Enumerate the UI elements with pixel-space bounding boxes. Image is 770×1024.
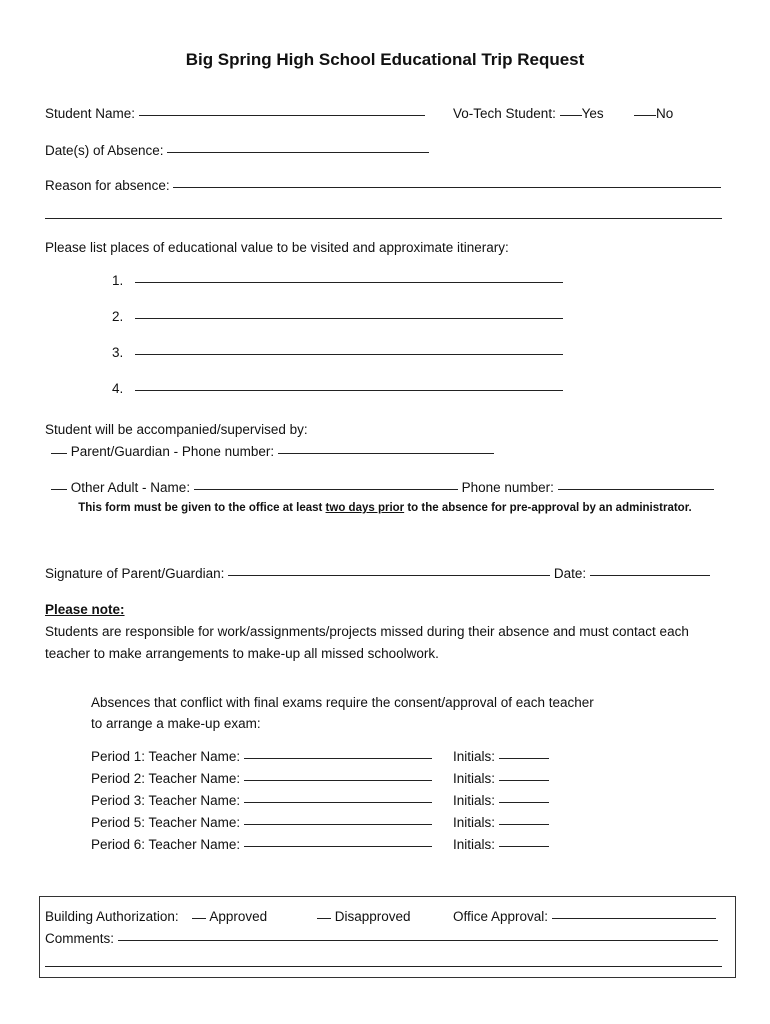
teacher-name-field[interactable] — [244, 801, 432, 803]
initials-row — [453, 815, 549, 830]
initials-field[interactable] — [499, 757, 549, 759]
notice-text: This form must be given to the office at least — [78, 502, 326, 514]
period-row — [91, 815, 432, 830]
initials-label: Initials: — [453, 815, 496, 830]
date-field[interactable] — [590, 574, 710, 576]
period-row — [91, 749, 432, 764]
notice-text-end: to the absence for pre-approval by an administrator. — [404, 502, 692, 514]
votech-no-row — [634, 106, 673, 121]
period-label: Period 5: Teacher Name: — [91, 815, 241, 830]
itinerary-number: 4. — [112, 381, 124, 396]
signature-field[interactable] — [228, 574, 550, 576]
date-label: Date: — [553, 566, 587, 581]
votech-row — [453, 106, 604, 121]
initials-label: Initials: — [453, 749, 496, 764]
initials-label: Initials: — [453, 837, 496, 852]
student-name-field[interactable] — [139, 114, 425, 116]
reason-field[interactable] — [173, 186, 721, 188]
itinerary-number: 3. — [112, 345, 124, 360]
other-adult-phone-field[interactable] — [558, 488, 714, 490]
period-row — [91, 837, 432, 852]
reason-field-line-2[interactable] — [45, 218, 722, 219]
itinerary-item — [112, 309, 563, 324]
initials-row — [453, 793, 549, 808]
initials-row — [453, 771, 549, 786]
approved-blank[interactable] — [192, 917, 206, 919]
reason-row — [45, 178, 721, 193]
initials-row — [453, 837, 549, 852]
period-label: Period 1: Teacher Name: — [91, 749, 241, 764]
office-approval-label: Office Approval: — [453, 909, 549, 924]
initials-field[interactable] — [499, 779, 549, 781]
submission-notice — [0, 502, 770, 514]
initials-field[interactable] — [499, 845, 549, 847]
please-note-heading: Please note: — [45, 602, 125, 617]
exam-line-1: Absences that conflict with final exams require the consent/approval of each teacher — [91, 695, 594, 710]
teacher-name-field[interactable] — [244, 845, 432, 847]
office-approval-field[interactable] — [552, 917, 716, 919]
votech-no-blank[interactable] — [634, 114, 656, 116]
itinerary-item — [112, 345, 563, 360]
dates-field[interactable] — [167, 151, 429, 153]
initials-row — [453, 749, 549, 764]
period-row — [91, 793, 432, 808]
other-adult-phone-label: Phone number: — [461, 480, 554, 495]
itinerary-number: 2. — [112, 309, 124, 324]
votech-no-label: No — [656, 106, 674, 121]
itinerary-item — [112, 381, 563, 396]
period-row — [91, 771, 432, 786]
itinerary-field-2[interactable] — [135, 317, 563, 319]
page-title: Big Spring High School Educational Trip Request — [185, 50, 585, 69]
signature-label: Signature of Parent/Guardian: — [45, 566, 225, 581]
comments-label: Comments: — [45, 931, 115, 946]
comments-field-line-2[interactable] — [45, 966, 722, 967]
signature-row — [45, 566, 710, 581]
disapproved-row — [317, 909, 411, 924]
comments-field[interactable] — [118, 939, 718, 941]
disapproved-blank[interactable] — [317, 917, 331, 919]
period-label: Period 2: Teacher Name: — [91, 771, 241, 786]
initials-label: Initials: — [453, 771, 496, 786]
notice-emphasis: two days prior — [325, 502, 405, 514]
dates-label: Date(s) of Absence: — [45, 143, 164, 158]
parent-check-blank[interactable] — [51, 452, 67, 454]
itinerary-field-3[interactable] — [135, 353, 563, 355]
note-line-2: teacher to make arrangements to make-up all missed schoolwork. — [45, 646, 439, 661]
initials-label: Initials: — [453, 793, 496, 808]
building-auth-label: Building Authorization: — [45, 909, 179, 924]
accompanied-label: Student will be accompanied/supervised by: — [45, 422, 308, 437]
other-adult-label: Other Adult - Name: — [70, 480, 191, 495]
other-adult-name-field[interactable] — [194, 488, 458, 490]
itinerary-field-1[interactable] — [135, 281, 563, 283]
initials-field[interactable] — [499, 823, 549, 825]
votech-yes-label: Yes — [581, 106, 604, 121]
reason-label: Reason for absence: — [45, 178, 170, 193]
dates-row — [45, 143, 429, 158]
comments-row — [45, 931, 718, 946]
teacher-name-field[interactable] — [244, 823, 432, 825]
student-name-label: Student Name: — [45, 106, 136, 121]
disapproved-label: Disapproved — [334, 909, 411, 924]
itinerary-field-4[interactable] — [135, 389, 563, 391]
building-auth-row — [45, 909, 267, 924]
itinerary-item — [112, 273, 563, 288]
office-approval-row — [453, 909, 716, 924]
other-adult-check-blank[interactable] — [51, 488, 67, 490]
teacher-name-field[interactable] — [244, 779, 432, 781]
itinerary-number: 1. — [112, 273, 124, 288]
exam-line-2: to arrange a make-up exam: — [91, 716, 261, 731]
votech-yes-blank[interactable] — [560, 114, 582, 116]
parent-option-label: Parent/Guardian - Phone number: — [70, 444, 275, 459]
parent-phone-field[interactable] — [278, 452, 494, 454]
initials-field[interactable] — [499, 801, 549, 803]
approved-label: Approved — [209, 909, 268, 924]
parent-row — [51, 444, 494, 459]
teacher-name-field[interactable] — [244, 757, 432, 759]
student-name-row — [45, 106, 425, 121]
period-label: Period 6: Teacher Name: — [91, 837, 241, 852]
votech-label: Vo-Tech Student: — [453, 106, 556, 121]
note-line-1: Students are responsible for work/assignments/projects missed during their absence and must contact each — [45, 624, 689, 639]
other-adult-row — [51, 480, 714, 495]
places-prompt: Please list places of educational value to be visited and approximate itinerary: — [45, 240, 509, 255]
period-label: Period 3: Teacher Name: — [91, 793, 241, 808]
